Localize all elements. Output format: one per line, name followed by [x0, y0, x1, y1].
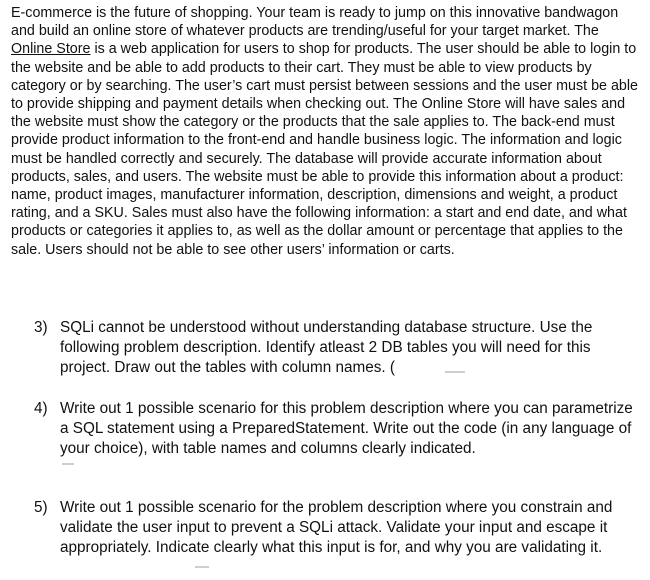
question-5 — [34, 498, 634, 558]
question-number: 5) — [34, 499, 48, 516]
redaction-smudge — [445, 371, 465, 373]
redaction-smudge — [195, 566, 209, 568]
question-3 — [34, 318, 634, 378]
redaction-smudge — [62, 463, 74, 465]
intro-text-end: is a web application for users to shop for products. The user should be able to login to the website and be able to add products to their cart. They must be able to view products by category or by searching. The user’s cart must persist between sessions and the user must be able to provide shipping and payment details when checking out. The Online Store will have sales and the website must show the category or the products that the sale applies to. The back-end must provide product information to the front-end and handle business logic. The information and logic must be handled correctly and securely. The database will provide accurate information about products, sales, and users. The website must be able to provide this information about a product: name, product images, manufacturer information, description, dimensions and weight, a product rating, and a SKU. Sales must also have the following information: a start and end date, and what products or categories it applies to, as well as the dollar amount or percentage that applies to the sale. Users should not be able to see other users’ information or carts. — [11, 41, 639, 258]
question-number: 4) — [34, 400, 48, 417]
question-text: Write out 1 possible scenario for this problem description where you can parametrize a SQL statement using a PreparedStatement. Write out the code (in any language of your choice), with table names and columns clearly indicated. — [60, 400, 633, 457]
question-text: SQLi cannot be understood without understanding database structure. Use the following problem description. Identify atleast 2 DB tables you will need for this project. Draw out the tables with column names. ( — [60, 319, 593, 376]
question-text: Write out 1 possible scenario for the problem description where you constrain and validate the user input to prevent a SQLi attack. Validate your input and escape it appropriately. Indicate clearly what this input is for, and why you are validating it. — [60, 499, 613, 556]
question-4 — [34, 399, 634, 459]
intro-text-start: E-commerce is the future of shopping. Your team is ready to jump on this innovative bandwagon and build an online store of whatever products are trending/useful for your target market. The — [11, 5, 619, 40]
online-store-link[interactable]: Online Store — [11, 41, 91, 58]
problem-description — [11, 4, 643, 259]
question-number: 3) — [34, 319, 48, 336]
